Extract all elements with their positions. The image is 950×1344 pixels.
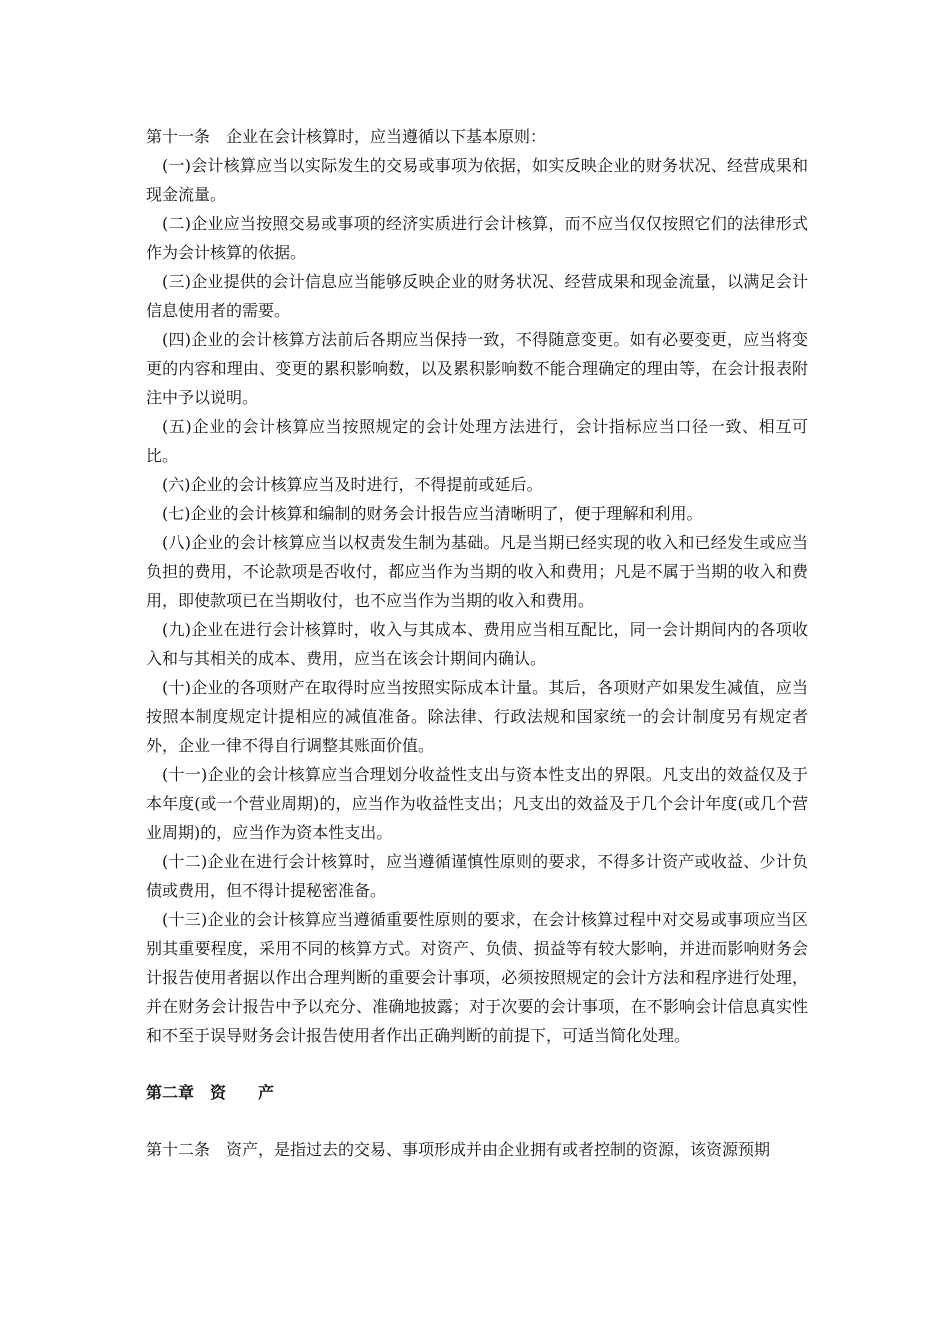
- section-gap: [146, 1050, 808, 1078]
- article-11-intro: 企业在会计核算时，应当遵循以下基本原则：: [226, 127, 547, 146]
- clause-6: (六)企业的会计核算应当及时进行，不得提前或延后。: [162, 475, 543, 494]
- clause-5: (五)企业的会计核算应当按照规定的会计处理方法进行，会计指标应当口径一致、相互可比。: [146, 417, 808, 465]
- chapter-2-label: 第二章: [146, 1083, 195, 1102]
- clause-8: (八)企业的会计核算应当以权责发生制为基础。凡是当期已经实现的收入和已经发生或应当负担的费用，不论款项是否收付，都应当作为当期的收入和费用；凡是不属于当期的收入和费用，即使款项已在当期收付，也不应当作为当期的收入和费用。: [146, 533, 808, 610]
- article-12-text: 资产，是指过去的交易、事项形成并由企业拥有或者控制的资源，该资源预期: [226, 1140, 771, 1159]
- clause-2: (二)企业应当按照交易或事项的经济实质进行会计核算，而不应当仅仅按照它们的法律形式作为会计核算的依据。: [146, 214, 808, 262]
- article-11-number: 第十一条: [146, 127, 211, 146]
- clause-7: (七)企业的会计核算和编制的财务会计报告应当清晰明了，便于理解和利用。: [162, 504, 703, 523]
- document-page: [146, 122, 808, 1164]
- article-12-paragraph: [146, 1135, 808, 1164]
- clause-10: (十)企业的各项财产在取得时应当按照实际成本计量。其后，各项财产如果发生减值，应当按照本制度规定计提相应的减值准备。除法律、行政法规和国家统一的会计制度另有规定者外，企业一律不得自行调整其账面价值。: [146, 678, 808, 755]
- clause-4: (四)企业的会计核算方法前后各期应当保持一致，不得随意变更。如有必要变更，应当将变更的内容和理由、变更的累积影响数，以及累积影响数不能合理确定的理由等，在会计报表附注中予以说明。: [146, 330, 808, 407]
- chapter-2-title: 资 产: [210, 1083, 275, 1102]
- clause-9: (九)企业在进行会计核算时，收入与其成本、费用应当相互配比，同一会计期间内的各项收入和与其相关的成本、费用，应当在该会计期间内确认。: [146, 620, 808, 668]
- clause-1: (一)会计核算应当以实际发生的交易或事项为依据，如实反映企业的财务状况、经营成果和现金流量。: [146, 156, 808, 204]
- clause-13: (十三)企业的会计核算应当遵循重要性原则的要求，在会计核算过程中对交易或事项应当区别其重要程度，采用不同的核算方式。对资产、负债、损益等有较大影响，并进而影响财务会计报告使用者据以作出合理判断的重要会计事项，必须按照规定的会计方法和程序进行处理，并在财务会计报告中予以充分、准确地披露；对于次要的会计事项，在不影响会计信息真实性和不至于误导财务会计报告使用者作出正确判断的前提下，可适当简化处理。: [146, 910, 808, 1045]
- article-11-heading: [146, 122, 808, 151]
- clause-3: (三)企业提供的会计信息应当能够反映企业的财务状况、经营成果和现金流量，以满足会计信息使用者的需要。: [146, 272, 808, 320]
- clause-11: (十一)企业的会计核算应当合理划分收益性支出与资本性支出的界限。凡支出的效益仅及于本年度(或一个营业周期)的，应当作为收益性支出；凡支出的效益及于几个会计年度(或几个营业周期)的，应当作为资本性支出。: [146, 765, 808, 842]
- clause-12: (十二)企业在进行会计核算时，应当遵循谨慎性原则的要求，不得多计资产或收益、少计负债或费用，但不得计提秘密准备。: [146, 852, 808, 900]
- article-12-number: 第十二条: [146, 1140, 211, 1159]
- chapter-2-heading: [146, 1078, 808, 1107]
- section-gap: [146, 1107, 808, 1135]
